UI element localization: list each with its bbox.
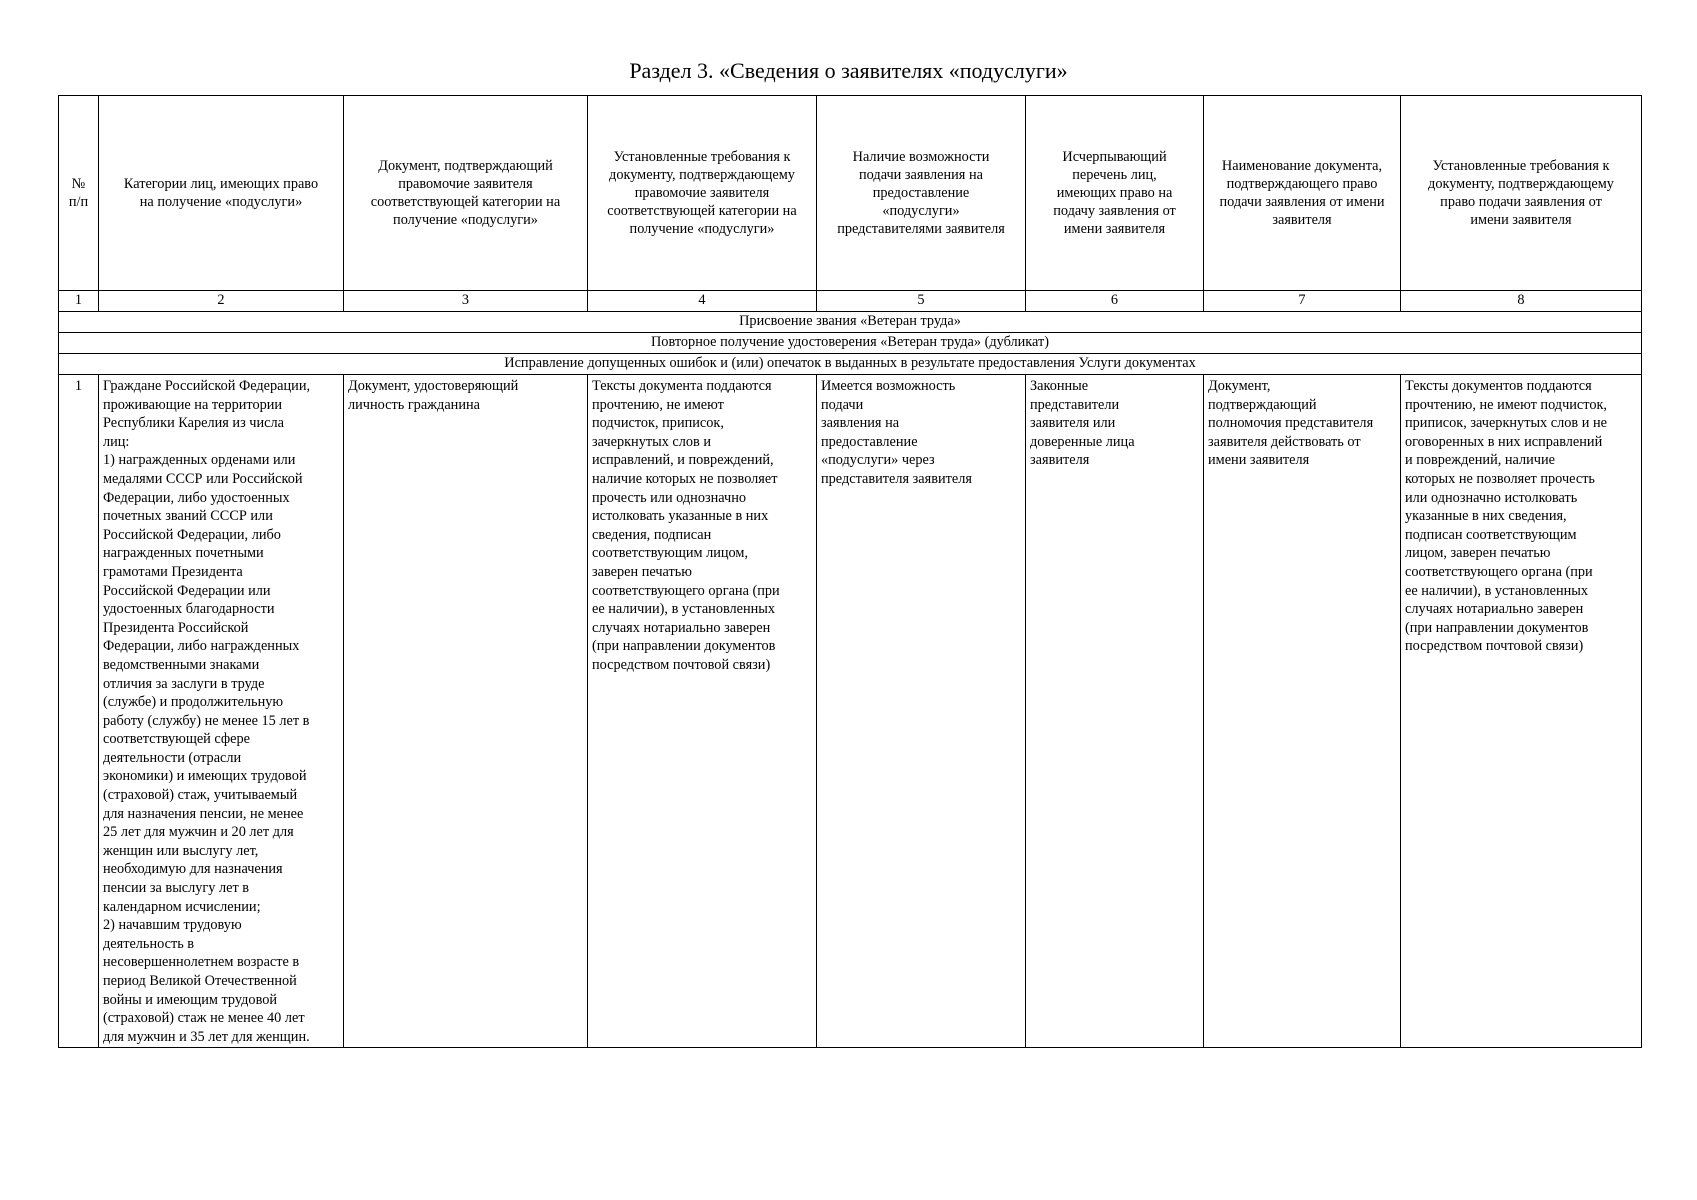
section-row	[59, 354, 1642, 375]
section-title: Присвоение звания «Ветеран труда»	[59, 312, 1642, 333]
header-cell-category: Категории лиц, имеющих право на получение «подуслуги»	[99, 96, 344, 291]
header-cell-requirements: Установленные требования к документу, подтверждающему правомочие заявителя соответствующей категории на получение «подуслуги»	[588, 96, 817, 291]
column-number: 7	[1204, 291, 1401, 312]
header-cell-auth-document: Наименование документа, подтверждающего право подачи заявления от имени заявителя	[1204, 96, 1401, 291]
row-number: 1	[59, 375, 99, 1048]
cell-requirements: Тексты документа поддаются прочтению, не имеют подчисток, приписок, зачеркнутых слов и исправлений, и повреждений, наличие которых не позволяет прочесть или однозначно истолковать указанные в них сведения, подписан соответствующим лицом, заверен печатью соответствующего органа (при ее наличии), в установленных случаях нотариально заверен (при направлении документов посредством почтовой связи)	[588, 375, 817, 1048]
cell-persons: Законные представители заявителя или доверенные лица заявителя	[1026, 375, 1204, 1048]
cell-representatives: Имеется возможность подачи заявления на предоставление «подуслуги» через представителя заявителя	[817, 375, 1026, 1048]
section-row	[59, 312, 1642, 333]
column-number: 8	[1401, 291, 1642, 312]
column-number: 4	[588, 291, 817, 312]
column-number: 6	[1026, 291, 1204, 312]
header-cell-auth-requirements: Установленные требования к документу, подтверждающему право подачи заявления от имени заявителя	[1401, 96, 1642, 291]
cell-auth-requirements: Тексты документов поддаются прочтению, не имеют подчисток, приписок, зачеркнутых слов и не оговоренных в них исправлений и повреждений, наличие которых не позволяет прочесть или однозначно истолковать указанные в них сведения, подписан соответствующим лицом, заверен печатью соответствующего органа (при ее наличии), в установленных случаях нотариально заверен (при направлении документов посредством почтовой связи)	[1401, 375, 1642, 1048]
column-number: 1	[59, 291, 99, 312]
header-cell-number: № п/п	[59, 96, 99, 291]
cell-category: Граждане Российской Федерации, проживающие на территории Республики Карелия из числа лиц: 1) награжденных орденами или медалями СССР или Российской Федерации, либо удостоенных почетных званий СССР или Российской Федерации, либо награжденных почетными грамотами Президента Российской Федерации или удостоенных благодарности Президента Российской Федерации, либо награжденных ведомственными знаками отличия за заслуги в труде (службе) и продолжительную работу (службу) не менее 15 лет в соответствующей сфере деятельности (отрасли экономики) и имеющих трудовой (страховой) стаж, учитываемый для назначения пенсии, не менее 25 лет для мужчин и 20 лет для женщин или выслугу лет, необходимую для назначения пенсии за выслугу лет в календарном исчислении; 2) начавшим трудовую деятельность в несовершеннолетнем возрасте в период Великой Отечественной войны и имеющим трудовой (страховой) стаж не менее 40 лет для мужчин и 35 лет для женщин.	[99, 375, 344, 1048]
column-number: 3	[344, 291, 588, 312]
header-cell-persons: Исчерпывающий перечень лиц, имеющих право на подачу заявления от имени заявителя	[1026, 96, 1204, 291]
table-row	[59, 375, 1642, 1048]
header-cell-representatives: Наличие возможности подачи заявления на предоставление «подуслуги» представителями заявителя	[817, 96, 1026, 291]
page-title: Раздел 3. «Сведения о заявителях «подуслуги»	[629, 58, 1068, 83]
header-cell-document: Документ, подтверждающий правомочие заявителя соответствующей категории на получение «подуслуги»	[344, 96, 588, 291]
section-title: Исправление допущенных ошибок и (или) опечаток в выданных в результате предоставления Услуги документах	[59, 354, 1642, 375]
section-row	[59, 333, 1642, 354]
header-row	[59, 96, 1642, 291]
cell-document: Документ, удостоверяющий личность гражданина	[344, 375, 588, 1048]
cell-auth-document: Документ, подтверждающий полномочия представителя заявителя действовать от имени заявителя	[1204, 375, 1401, 1048]
column-number: 5	[817, 291, 1026, 312]
section-title: Повторное получение удостоверения «Ветеран труда» (дубликат)	[59, 333, 1642, 354]
column-number: 2	[99, 291, 344, 312]
applicants-table	[58, 95, 1642, 1048]
column-number-row	[59, 291, 1642, 312]
